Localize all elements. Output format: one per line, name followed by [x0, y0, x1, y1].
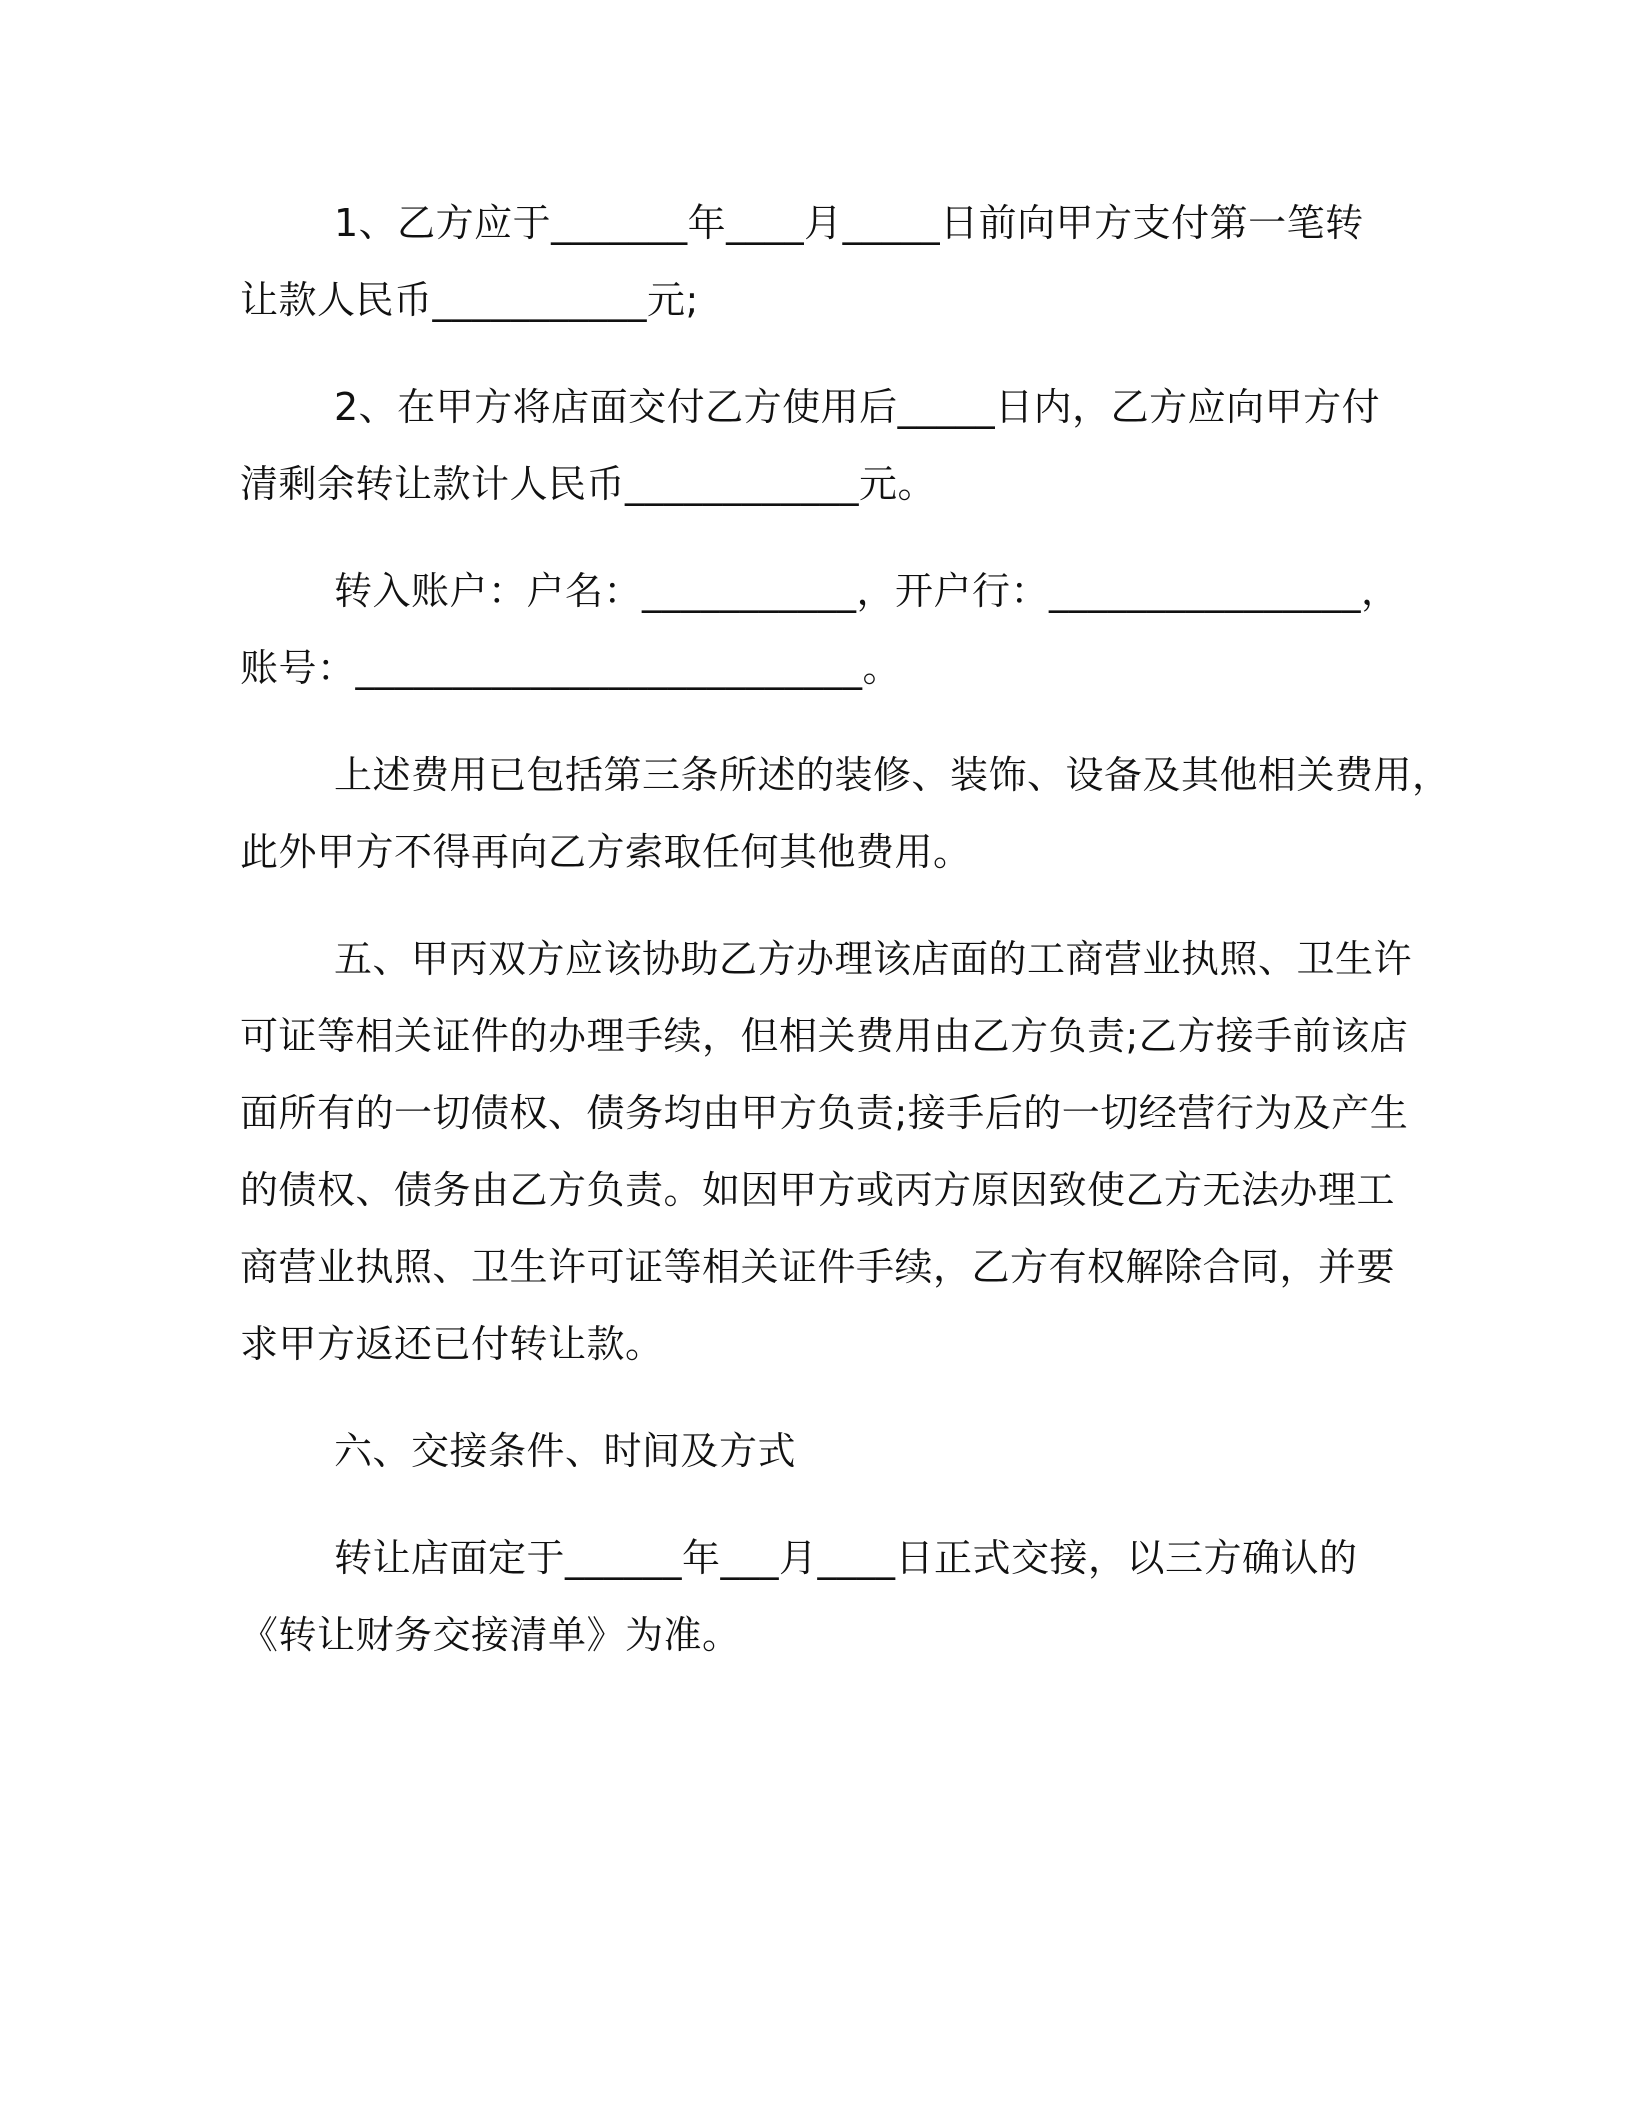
text-line: 可证等相关证件的办理手续，但相关费用由乙方负责;乙方接手前该店	[240, 1014, 1409, 1058]
text-line: 让款人民币___________元;	[240, 278, 699, 322]
text-line: 商营业执照、卫生许可证等相关证件手续，乙方有权解除合同，并要	[240, 1245, 1396, 1289]
text-line: 此外甲方不得再向乙方索取任何其他费用。	[240, 830, 972, 874]
clause-six-heading	[240, 1413, 1400, 1490]
text-line: 清剩余转让款计人民币____________元。	[240, 462, 937, 506]
text-line: 《转让财务交接清单》为准。	[240, 1613, 741, 1657]
text-line: 转让店面定于______年___月____日正式交接，以三方确认的	[334, 1536, 1358, 1580]
clause-first-payment	[240, 185, 1400, 339]
clause-remaining-payment	[240, 369, 1400, 523]
clause-five-licenses	[240, 921, 1413, 1383]
text-line: 的债权、债务由乙方负责。如因甲方或丙方原因致使乙方无法办理工	[240, 1168, 1396, 1212]
text-line: 上述费用已包括第三条所述的装修、装饰、设备及其他相关费用，	[334, 753, 1451, 797]
text-line: 1、乙方应于_______年____月_____日前向甲方支付第一笔转	[334, 201, 1364, 245]
text-line: 面所有的一切债权、债务均由甲方负责;接手后的一切经营行为及产生	[240, 1091, 1409, 1135]
text-line: 求甲方返还已付转让款。	[240, 1322, 664, 1366]
text-line: 2、在甲方将店面交付乙方使用后_____日内，乙方应向甲方付	[334, 385, 1381, 429]
clause-bank-account	[240, 553, 1400, 707]
clause-fees-included	[240, 737, 1451, 891]
text-line: 账号：__________________________。	[240, 646, 902, 690]
document-body	[240, 185, 1451, 1674]
text-line: 五、甲丙双方应该协助乙方办理该店面的工商营业执照、卫生许	[334, 937, 1413, 981]
text-line: 转入账户：户名：___________，开户行：________________，	[334, 569, 1400, 613]
section-heading: 六、交接条件、时间及方式	[334, 1429, 797, 1473]
clause-handover-date	[240, 1520, 1400, 1674]
